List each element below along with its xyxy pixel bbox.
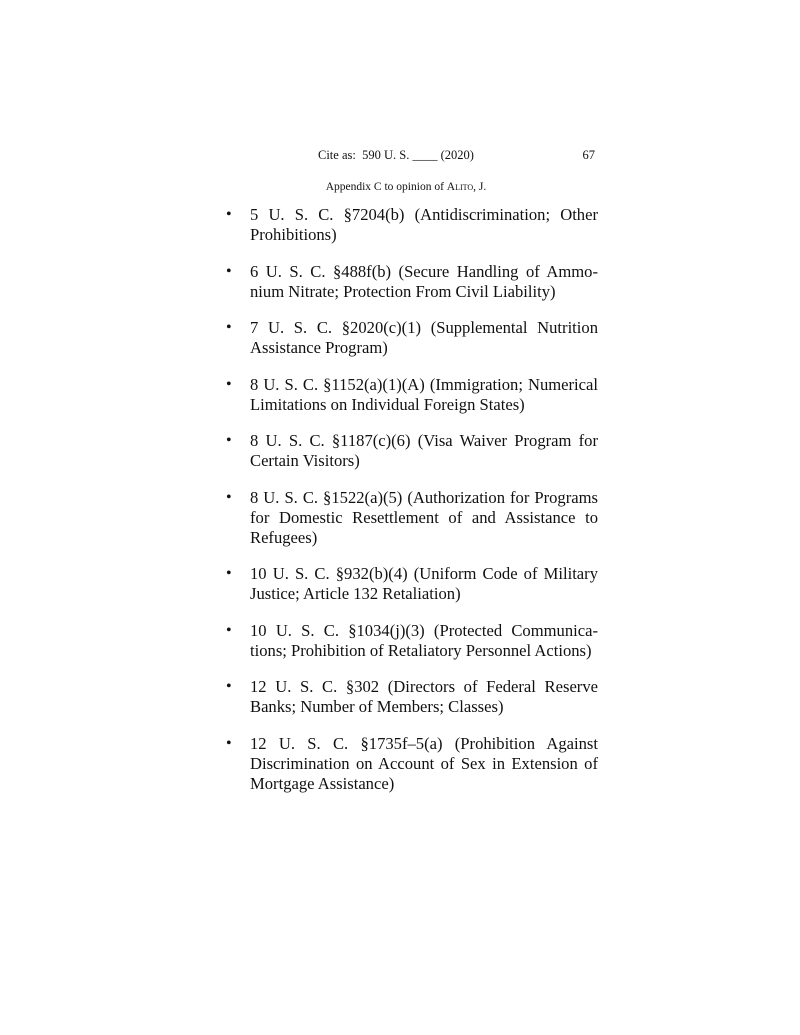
page-number: 67 xyxy=(582,148,595,162)
list-item xyxy=(226,375,598,415)
list-item xyxy=(226,488,598,548)
list-item-text: 8 U. S. C. §1522(a)(5) (Authorization for Programs for Domestic Resettlement of and Assistance to Refugees) xyxy=(250,487,598,547)
list-item-text: 5 U. S. C. §7204(b) (Antidiscrimination; Other Prohibitions) xyxy=(250,205,598,244)
list-item-text: 10 U. S. C. §932(b)(4) (Uniform Code of Military Justice; Article 132 Retaliation) xyxy=(250,564,598,603)
running-head xyxy=(0,148,800,168)
bullet-icon: • xyxy=(226,621,232,639)
list-item xyxy=(226,318,598,358)
list-item-text: 7 U. S. C. §2020(c)(1) (Supplemental Nutrition Assistance Program) xyxy=(250,318,598,357)
list-item xyxy=(226,262,598,302)
list-item-text: 12 U. S. C. §1735f–5(a) (Prohibition Against Discrimination on Account of Sex in Extension of Mortgage Assistance) xyxy=(250,733,598,793)
appendix-prefix: Appendix C to opinion of xyxy=(325,181,447,193)
citation-line: Cite as: 590 U. S. ____ (2020) xyxy=(318,148,474,162)
list-item-text: 8 U. S. C. §1152(a)(1)(A) (Immigration; Numerical Limitations on Individual Foreign States) xyxy=(250,374,598,414)
statute-list xyxy=(226,205,598,810)
bullet-icon: • xyxy=(226,488,232,506)
bullet-icon: • xyxy=(226,734,232,752)
list-item-text: 6 U. S. C. §488f(b) (Secure Handling of Ammonium Nitrate; Protection From Civil Liability) xyxy=(250,261,598,301)
list-item xyxy=(226,205,598,245)
bullet-icon: • xyxy=(226,375,232,393)
bullet-icon: • xyxy=(226,319,232,336)
bullet-icon: • xyxy=(226,678,232,695)
bullet-icon: • xyxy=(226,432,232,449)
list-item xyxy=(226,621,598,661)
bullet-icon: • xyxy=(226,565,232,582)
appendix-subheading xyxy=(0,181,800,193)
list-item-text: 8 U. S. C. §1187(c)(6) (Visa Waiver Program for Certain Visitors) xyxy=(250,431,598,470)
list-item xyxy=(226,734,598,794)
list-item-text: 10 U. S. C. §1034(j)(3) (Protected Communications; Prohibition of Retaliatory Personnel Actions) xyxy=(250,620,598,660)
justice-suffix: , J. xyxy=(473,181,487,193)
bullet-icon: • xyxy=(226,262,232,280)
justice-name: Alito xyxy=(446,181,474,193)
list-item xyxy=(226,564,598,604)
bullet-icon: • xyxy=(226,206,232,223)
list-item xyxy=(226,431,598,471)
list-item-text: 12 U. S. C. §302 (Directors of Federal Reserve Banks; Number of Members; Classes) xyxy=(250,677,598,716)
list-item xyxy=(226,677,598,717)
